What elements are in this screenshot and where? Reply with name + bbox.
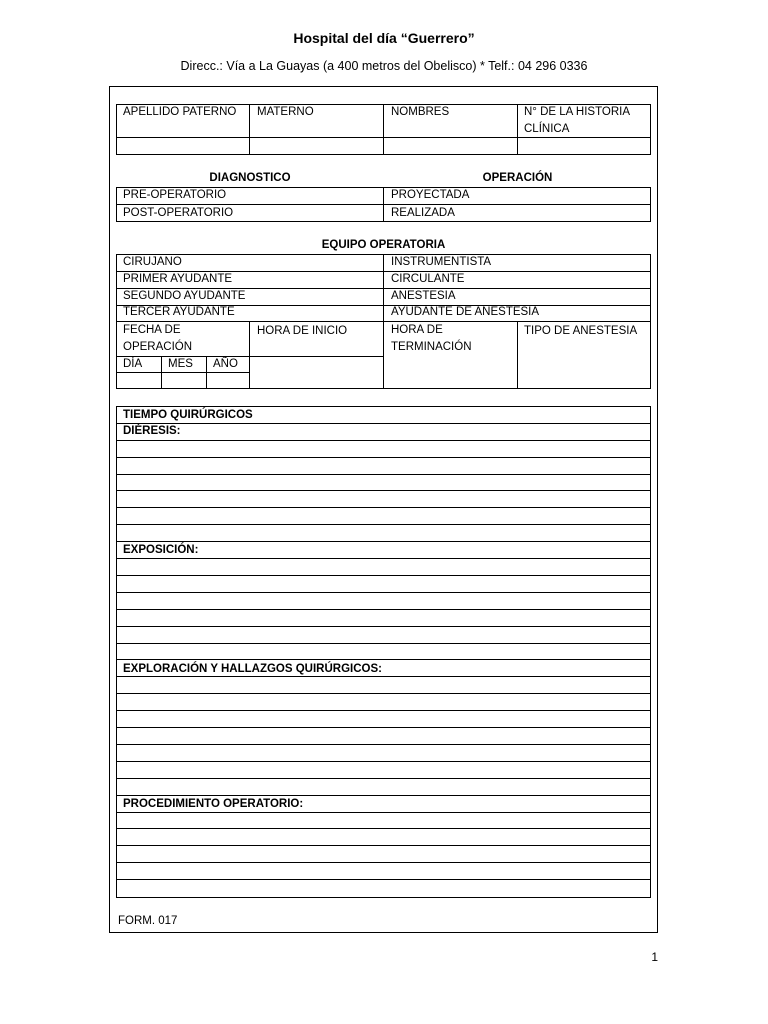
hora-terminacion-label: HORA DE TERMINACIÓN bbox=[391, 324, 472, 353]
writing-line[interactable] bbox=[116, 609, 651, 610]
form-code: FORM. 017 bbox=[118, 915, 178, 927]
writing-line[interactable] bbox=[116, 575, 651, 576]
writing-line[interactable] bbox=[116, 710, 651, 711]
writing-line[interactable] bbox=[116, 592, 651, 593]
divider bbox=[206, 356, 207, 389]
divider bbox=[517, 321, 518, 389]
divider bbox=[383, 254, 384, 389]
writing-line[interactable] bbox=[116, 727, 651, 728]
page-number: 1 bbox=[651, 950, 658, 964]
writing-line[interactable] bbox=[116, 474, 651, 475]
writing-line[interactable] bbox=[116, 507, 651, 508]
writing-line[interactable] bbox=[116, 761, 651, 762]
circulante-label: CIRCULANTE bbox=[391, 273, 465, 285]
writing-line[interactable] bbox=[116, 643, 651, 644]
tiempos-table bbox=[116, 406, 651, 898]
dia-label: DÍA bbox=[123, 358, 143, 370]
historia-clinica-field[interactable] bbox=[518, 138, 650, 154]
hospital-title: Hospital del día “Guerrero” bbox=[293, 30, 475, 46]
writing-line[interactable] bbox=[116, 626, 651, 627]
pre-operatorio-label: PRE-OPERATORIO bbox=[123, 189, 227, 201]
fecha-operacion-label: FECHA DE OPERACIÓN bbox=[123, 324, 193, 353]
apellido-paterno-field[interactable] bbox=[117, 138, 248, 154]
writing-line[interactable] bbox=[116, 744, 651, 745]
writing-line[interactable] bbox=[116, 457, 651, 458]
exploracion-label: EXPLORACIÓN Y HALLAZGOS QUIRÚRGICOS: bbox=[123, 663, 382, 675]
writing-line[interactable] bbox=[116, 440, 651, 441]
segundo-ayudante-label: SEGUNDO AYUDANTE bbox=[123, 290, 246, 302]
nombres-field[interactable] bbox=[384, 138, 516, 154]
tipo-anestesia-label: TIPO DE ANESTESIA bbox=[524, 325, 638, 337]
writing-line[interactable] bbox=[116, 693, 651, 694]
divider bbox=[249, 321, 250, 389]
hospital-address: Direcc.: Vía a La Guayas (a 400 metros del Obelisco) * Telf.: 04 296 0336 bbox=[180, 59, 588, 73]
tiempos-heading: TIEMPO QUIRÚRGICOS bbox=[123, 409, 253, 421]
equipo-heading: EQUIPO OPERATORIA bbox=[321, 239, 446, 251]
anio-label: AÑO bbox=[213, 358, 238, 370]
writing-line[interactable] bbox=[116, 524, 651, 525]
divider bbox=[249, 356, 384, 357]
divider bbox=[383, 187, 384, 222]
writing-line[interactable] bbox=[116, 879, 651, 880]
materno-field[interactable] bbox=[250, 138, 382, 154]
cirujano-label: CIRUJANO bbox=[123, 256, 182, 268]
writing-line[interactable] bbox=[116, 828, 651, 829]
historia-clinica-label: N° DE LA HISTORIA CLÍNICA bbox=[524, 106, 630, 135]
procedimiento-label: PROCEDIMIENTO OPERATORIO: bbox=[123, 798, 304, 810]
writing-line[interactable] bbox=[116, 778, 651, 779]
instrumentista-label: INSTRUMENTISTA bbox=[391, 256, 492, 268]
primer-ayudante-label: PRIMER AYUDANTE bbox=[123, 273, 233, 285]
materno-label: MATERNO bbox=[257, 106, 314, 118]
dieresis-label: DIÉRESIS: bbox=[123, 425, 181, 437]
ayudante-anestesia-label: AYUDANTE DE ANESTESIA bbox=[391, 306, 540, 318]
post-operatorio-label: POST-OPERATORIO bbox=[123, 207, 234, 219]
nombres-label: NOMBRES bbox=[391, 106, 450, 118]
operacion-heading: OPERACIÓN bbox=[482, 172, 553, 184]
writing-line[interactable] bbox=[116, 862, 651, 863]
exposicion-label: EXPOSICIÓN: bbox=[123, 544, 199, 556]
diagnostico-heading: DIAGNOSTICO bbox=[209, 172, 291, 184]
proyectada-label: PROYECTADA bbox=[391, 189, 470, 201]
writing-line[interactable] bbox=[116, 490, 651, 491]
hora-inicio-label: HORA DE INICIO bbox=[257, 325, 348, 337]
mes-label: MES bbox=[168, 358, 193, 370]
anestesia-label: ANESTESIA bbox=[391, 290, 456, 302]
writing-line[interactable] bbox=[116, 845, 651, 846]
apellido-paterno-label: APELLIDO PATERNO bbox=[123, 106, 237, 118]
divider bbox=[161, 356, 162, 389]
writing-line[interactable] bbox=[116, 659, 651, 660]
tercer-ayudante-label: TERCER AYUDANTE bbox=[123, 306, 235, 318]
realizada-label: REALIZADA bbox=[391, 207, 455, 219]
